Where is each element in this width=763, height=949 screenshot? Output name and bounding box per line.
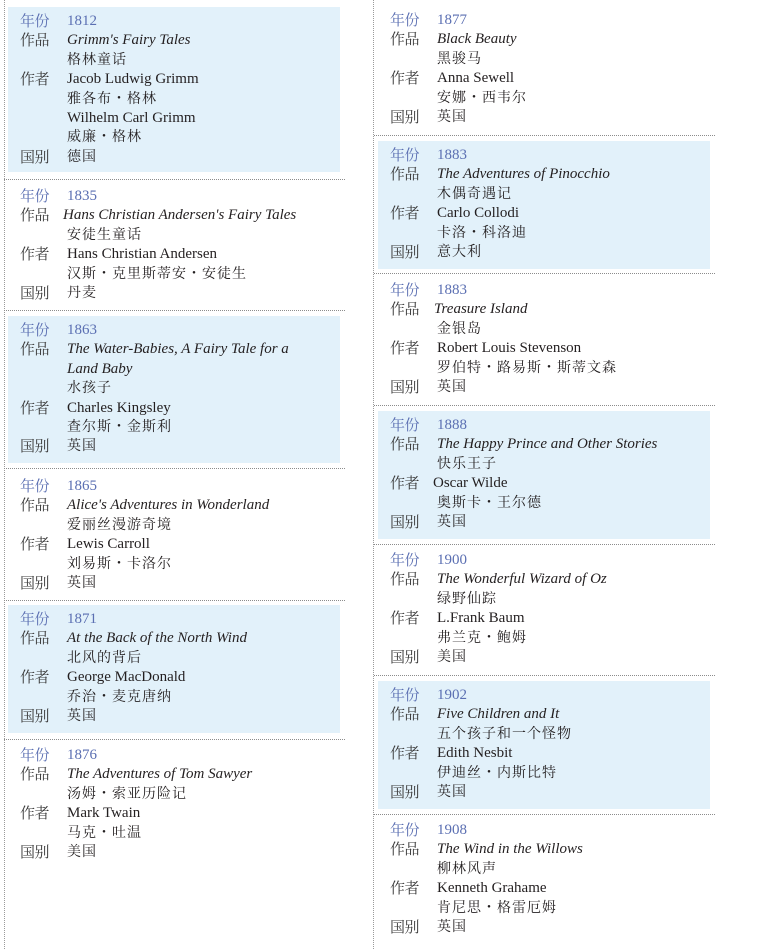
work-cn-row bbox=[390, 860, 710, 879]
author-en: Robert Louis Stevenson bbox=[437, 340, 582, 357]
author-row bbox=[390, 474, 710, 493]
title-cn: 汤姆・索亚历险记 bbox=[67, 785, 187, 802]
author-cn-row bbox=[390, 629, 710, 648]
title-cn: 快乐王子 bbox=[437, 455, 497, 472]
work-row-cont bbox=[20, 360, 340, 379]
title-cn: 北风的背后 bbox=[67, 649, 142, 666]
author-row bbox=[390, 609, 710, 628]
author-label: 作者 bbox=[20, 668, 50, 687]
title-cn: 柳林风声 bbox=[437, 860, 497, 877]
author-cn: 肯尼思・格雷厄姆 bbox=[437, 899, 557, 916]
author-row bbox=[390, 339, 710, 358]
title-cn: 五个孩子和一个怪物 bbox=[437, 725, 572, 742]
country-value: 英国 bbox=[67, 575, 97, 592]
author-cn-row bbox=[20, 265, 340, 284]
entry-divider bbox=[374, 135, 715, 136]
country-row bbox=[20, 843, 340, 862]
author-en: Wilhelm Carl Grimm bbox=[67, 110, 196, 127]
country-value: 美国 bbox=[67, 844, 97, 861]
title-cn: 黑骏马 bbox=[437, 50, 482, 67]
work-row bbox=[390, 840, 710, 859]
country-value: 德国 bbox=[67, 148, 97, 165]
title-en: The Wind in the Willows bbox=[437, 841, 583, 858]
work-row bbox=[20, 629, 340, 648]
year-label: 年份 bbox=[390, 821, 420, 839]
year-row bbox=[390, 686, 710, 705]
entry-divider bbox=[374, 814, 715, 815]
year-label: 年份 bbox=[390, 416, 420, 434]
year-label: 年份 bbox=[390, 686, 420, 704]
entry-divider bbox=[374, 544, 715, 545]
work-cn-row bbox=[390, 590, 710, 609]
author-row bbox=[20, 399, 340, 418]
year-row bbox=[390, 821, 710, 840]
work-row bbox=[390, 30, 710, 49]
title-en: At the Back of the North Wind bbox=[67, 630, 247, 647]
country-value: 英国 bbox=[67, 438, 97, 455]
author-label: 作者 bbox=[390, 69, 420, 88]
work-row bbox=[20, 206, 340, 225]
title-en: Black Beauty bbox=[437, 31, 517, 48]
work-cn-row bbox=[20, 226, 340, 245]
author-cn: 雅各布・格林 bbox=[67, 90, 157, 107]
author-cn: 卡洛・科洛迪 bbox=[437, 224, 527, 241]
entry-card-1908 bbox=[378, 816, 710, 941]
year-label: 年份 bbox=[390, 551, 420, 569]
author-label: 作者 bbox=[20, 70, 50, 89]
work-label: 作品 bbox=[20, 629, 50, 648]
author-en: Kenneth Grahame bbox=[437, 880, 547, 897]
author-cn-row bbox=[390, 764, 710, 783]
year-value: 1877 bbox=[437, 12, 467, 28]
author-cn-row bbox=[20, 555, 340, 574]
left-dotted-rule bbox=[4, 0, 5, 949]
year-row bbox=[390, 281, 710, 300]
entry-card-1877 bbox=[378, 6, 710, 131]
country-label: 国别 bbox=[20, 843, 50, 862]
year-value: 1883 bbox=[437, 282, 467, 298]
country-row bbox=[20, 707, 340, 726]
title-cn: 爱丽丝漫游奇境 bbox=[67, 516, 172, 533]
author-cn-row bbox=[390, 899, 710, 918]
country-value: 英国 bbox=[437, 109, 467, 126]
title-en: The Adventures of Tom Sawyer bbox=[67, 766, 253, 783]
author-row bbox=[390, 69, 710, 88]
country-label: 国别 bbox=[20, 574, 50, 593]
author-cn: 奥斯卡・王尔德 bbox=[437, 494, 542, 511]
work-row bbox=[20, 765, 340, 784]
entry-card-1876 bbox=[8, 741, 340, 866]
author-cn: 弗兰克・鲍姆 bbox=[437, 629, 527, 646]
year-value: 1902 bbox=[437, 687, 467, 703]
work-label: 作品 bbox=[390, 435, 420, 454]
year-value: 1871 bbox=[67, 611, 97, 627]
year-label: 年份 bbox=[20, 610, 50, 628]
country-row bbox=[20, 437, 340, 456]
work-cn-row bbox=[390, 185, 710, 204]
work-label: 作品 bbox=[20, 31, 50, 50]
year-row bbox=[390, 11, 710, 30]
country-row bbox=[20, 284, 340, 303]
year-value: 1812 bbox=[67, 13, 97, 29]
country-row bbox=[390, 648, 710, 667]
country-value: 英国 bbox=[437, 514, 467, 531]
country-label: 国别 bbox=[20, 707, 50, 726]
author-cn: 伊迪丝・内斯比特 bbox=[437, 764, 557, 781]
work-cn-row bbox=[390, 725, 710, 744]
author-cn-row bbox=[390, 224, 710, 243]
author-row bbox=[390, 879, 710, 898]
country-label: 国别 bbox=[20, 147, 50, 166]
year-label: 年份 bbox=[390, 146, 420, 164]
title-cn: 金银岛 bbox=[437, 320, 482, 337]
year-value: 1888 bbox=[437, 417, 467, 433]
year-row bbox=[20, 477, 340, 496]
year-label: 年份 bbox=[390, 281, 420, 299]
author-label: 作者 bbox=[390, 879, 420, 898]
entry-divider bbox=[4, 310, 345, 311]
author-cn-row bbox=[20, 688, 340, 707]
author-en: Oscar Wilde bbox=[433, 475, 508, 492]
country-label: 国别 bbox=[390, 648, 420, 667]
title-en: Grimm's Fairy Tales bbox=[67, 32, 191, 49]
year-row bbox=[20, 321, 340, 340]
year-row bbox=[390, 551, 710, 570]
year-row bbox=[390, 416, 710, 435]
country-label: 国别 bbox=[390, 378, 420, 397]
work-label: 作品 bbox=[20, 340, 50, 359]
title-en: Five Children and It bbox=[437, 706, 560, 723]
country-label: 国别 bbox=[390, 513, 420, 532]
entry-card-1835 bbox=[8, 182, 340, 307]
author-row bbox=[20, 804, 340, 823]
year-label: 年份 bbox=[390, 11, 420, 29]
entry-card-1812 bbox=[8, 7, 340, 172]
author-cn: 乔治・麦克唐纳 bbox=[67, 688, 172, 705]
work-cn-row bbox=[20, 379, 340, 398]
year-value: 1863 bbox=[67, 322, 97, 338]
entry-divider bbox=[4, 739, 345, 740]
entry-card-1871 bbox=[8, 605, 340, 733]
country-value: 丹麦 bbox=[67, 285, 97, 302]
author-row bbox=[20, 535, 340, 554]
author-en: George MacDonald bbox=[67, 669, 186, 686]
author-label: 作者 bbox=[20, 245, 50, 264]
year-value: 1908 bbox=[437, 822, 467, 838]
left-column bbox=[0, 0, 350, 949]
country-row bbox=[390, 108, 710, 127]
author-cn: 刘易斯・卡洛尔 bbox=[67, 555, 172, 572]
work-cn-row bbox=[20, 649, 340, 668]
title-en: Treasure Island bbox=[434, 301, 528, 318]
work-row bbox=[20, 496, 340, 515]
entry-divider bbox=[374, 273, 715, 274]
country-label: 国别 bbox=[390, 918, 420, 937]
year-value: 1883 bbox=[437, 147, 467, 163]
country-label: 国别 bbox=[390, 108, 420, 127]
year-row bbox=[20, 746, 340, 765]
work-cn-row bbox=[390, 455, 710, 474]
author-row bbox=[390, 744, 710, 763]
author-label: 作者 bbox=[20, 804, 50, 823]
year-value: 1865 bbox=[67, 478, 97, 494]
work-row bbox=[390, 705, 710, 724]
author-en: Edith Nesbit bbox=[437, 745, 513, 762]
work-row bbox=[390, 300, 710, 319]
author-en: Hans Christian Andersen bbox=[67, 246, 217, 263]
work-label: 作品 bbox=[20, 765, 50, 784]
work-row bbox=[390, 570, 710, 589]
title-cn: 绿野仙踪 bbox=[437, 590, 497, 607]
author-cn-row bbox=[20, 418, 340, 437]
year-label: 年份 bbox=[20, 12, 50, 30]
author-row bbox=[20, 70, 340, 89]
author-cn: 威廉・格林 bbox=[67, 129, 142, 146]
author-en: Anna Sewell bbox=[437, 70, 515, 87]
entry-divider bbox=[374, 405, 715, 406]
title-en: Alice's Adventures in Wonderland bbox=[67, 497, 270, 514]
work-row bbox=[20, 340, 340, 359]
year-row bbox=[20, 12, 340, 31]
work-label: 作品 bbox=[390, 30, 420, 49]
country-value: 英国 bbox=[437, 784, 467, 801]
title-cn: 木偶奇遇记 bbox=[437, 185, 512, 202]
title-cn: 安徒生童话 bbox=[67, 226, 142, 243]
country-row bbox=[390, 243, 710, 262]
right-column bbox=[370, 0, 720, 949]
year-value: 1900 bbox=[437, 552, 467, 568]
author2-row bbox=[20, 109, 340, 128]
year-row bbox=[20, 187, 340, 206]
entry-card-1883-treasure-island bbox=[378, 276, 710, 401]
author-row bbox=[390, 204, 710, 223]
country-row bbox=[390, 378, 710, 397]
work-cn-row bbox=[20, 516, 340, 535]
entry-card-1883-pinocchio bbox=[378, 141, 710, 269]
author-en: L.Frank Baum bbox=[437, 610, 525, 627]
author-en: Mark Twain bbox=[67, 805, 141, 822]
title-en: Hans Christian Andersen's Fairy Tales bbox=[63, 207, 297, 224]
author-cn: 查尔斯・金斯利 bbox=[67, 419, 172, 436]
country-row bbox=[20, 148, 340, 167]
author-cn-row bbox=[20, 90, 340, 109]
entry-divider bbox=[4, 600, 345, 601]
title-en: The Happy Prince and Other Stories bbox=[437, 436, 658, 453]
author-label: 作者 bbox=[390, 609, 420, 628]
title-en-cont: Land Baby bbox=[67, 360, 133, 377]
work-cn-row bbox=[390, 50, 710, 69]
author-label: 作者 bbox=[390, 744, 420, 763]
right-dotted-rule bbox=[373, 0, 374, 949]
work-cn-row bbox=[20, 51, 340, 70]
author-cn: 罗伯特・路易斯・斯蒂文森 bbox=[437, 359, 617, 376]
work-cn-row bbox=[390, 320, 710, 339]
work-row bbox=[390, 435, 710, 454]
country-label: 国别 bbox=[390, 243, 420, 262]
work-label: 作品 bbox=[20, 496, 50, 515]
author2-cn-row bbox=[20, 128, 340, 147]
country-label: 国别 bbox=[390, 783, 420, 802]
author-label: 作者 bbox=[390, 339, 420, 358]
country-row bbox=[390, 918, 710, 937]
year-label: 年份 bbox=[20, 477, 50, 495]
title-en: The Adventures of Pinocchio bbox=[437, 166, 610, 183]
entry-card-1902 bbox=[378, 681, 710, 809]
work-label: 作品 bbox=[390, 840, 420, 859]
work-label: 作品 bbox=[390, 705, 420, 724]
work-row bbox=[390, 165, 710, 184]
country-label: 国别 bbox=[20, 284, 50, 303]
author-cn-row bbox=[20, 824, 340, 843]
country-value: 英国 bbox=[437, 379, 467, 396]
year-value: 1835 bbox=[67, 188, 97, 204]
title-cn: 格林童话 bbox=[67, 51, 127, 68]
work-label: 作品 bbox=[390, 570, 420, 589]
author-en: Charles Kingsley bbox=[67, 399, 171, 416]
author-cn: 马克・吐温 bbox=[67, 824, 142, 841]
country-value: 英国 bbox=[437, 919, 467, 936]
title-cn: 水孩子 bbox=[67, 380, 112, 397]
work-cn-row bbox=[20, 785, 340, 804]
entry-card-1888 bbox=[378, 411, 710, 539]
year-row bbox=[20, 610, 340, 629]
country-row bbox=[20, 574, 340, 593]
country-value: 意大利 bbox=[437, 244, 482, 261]
work-row bbox=[20, 31, 340, 50]
author-label: 作者 bbox=[390, 474, 420, 493]
year-label: 年份 bbox=[20, 321, 50, 339]
work-label: 作品 bbox=[390, 300, 420, 319]
country-value: 英国 bbox=[67, 708, 97, 725]
year-label: 年份 bbox=[20, 187, 50, 205]
entry-card-1863 bbox=[8, 316, 340, 463]
work-label: 作品 bbox=[390, 165, 420, 184]
entry-card-1900 bbox=[378, 546, 710, 671]
author-en: Carlo Collodi bbox=[437, 205, 520, 222]
author-label: 作者 bbox=[390, 204, 420, 223]
entry-card-1865 bbox=[8, 472, 340, 597]
country-label: 国别 bbox=[20, 437, 50, 456]
country-value: 美国 bbox=[437, 649, 467, 666]
author-row bbox=[20, 245, 340, 264]
author-cn-row bbox=[390, 359, 710, 378]
author-row bbox=[20, 668, 340, 687]
entry-divider bbox=[4, 468, 345, 469]
year-label: 年份 bbox=[20, 746, 50, 764]
entry-divider bbox=[4, 179, 345, 180]
author-cn: 汉斯・克里斯蒂安・安徒生 bbox=[67, 265, 247, 282]
country-row bbox=[390, 783, 710, 802]
year-row bbox=[390, 146, 710, 165]
author-cn: 安娜・西韦尔 bbox=[437, 89, 527, 106]
author-en: Lewis Carroll bbox=[67, 536, 150, 553]
year-value: 1876 bbox=[67, 747, 97, 763]
title-en: The Water-Babies, A Fairy Tale for a bbox=[67, 341, 289, 358]
author-cn-row bbox=[390, 89, 710, 108]
author-en: Jacob Ludwig Grimm bbox=[67, 71, 199, 88]
author-label: 作者 bbox=[20, 535, 50, 554]
work-label: 作品 bbox=[20, 206, 50, 225]
title-en: The Wonderful Wizard of Oz bbox=[437, 571, 607, 588]
country-row bbox=[390, 513, 710, 532]
author-cn-row bbox=[390, 494, 710, 513]
entry-divider bbox=[374, 675, 715, 676]
author-label: 作者 bbox=[20, 398, 50, 417]
